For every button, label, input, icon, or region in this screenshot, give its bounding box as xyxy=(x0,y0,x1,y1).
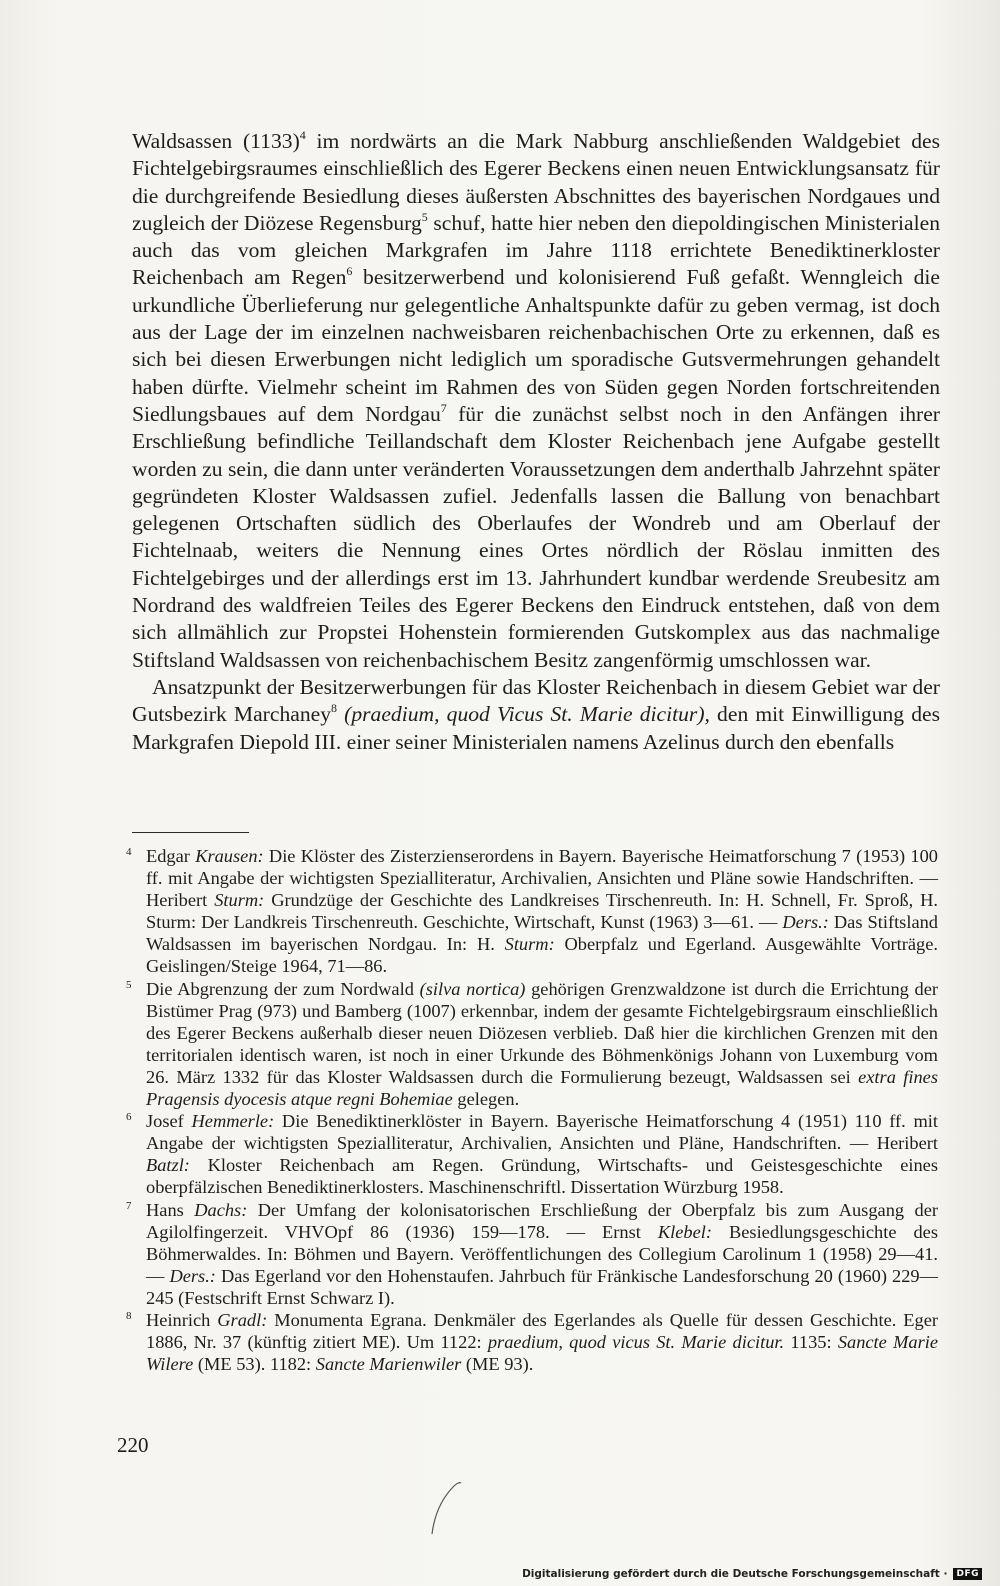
italic-text: Krausen: xyxy=(195,846,264,866)
body-text xyxy=(132,128,940,756)
footnote-ref: 5 xyxy=(421,209,428,224)
footnote: 8 Heinrich Gradl: Monumenta Egrana. Denkmäler des Egerlandes als Quelle für dessen Geschichte. Eger 1886, Nr. 37 (künftig zitiert ME). Um 1122: praedium, quod vicus St. Marie dicitur. 1135: Sancte Marie Wilere (ME 53). 1182: Sancte Marienwiler (ME 93). xyxy=(126,1309,939,1375)
footnote-number: 7 xyxy=(126,1199,132,1212)
italic-text: Hemmerle: xyxy=(191,1111,275,1132)
italic-text: Sturm: xyxy=(504,934,555,955)
italic-text: (praedium, quod Vicus St. Marie dicitur), xyxy=(344,702,710,727)
italic-text: extra fines Pragensis dyocesis atque regni Bohemiae xyxy=(146,1066,938,1110)
italic-text: Sturm: xyxy=(214,890,265,911)
footnote-number: 8 xyxy=(126,1309,132,1322)
footnote-ref: 8 xyxy=(331,701,338,716)
paragraph: Waldsassen (1133)$^4$ im nordwärts an die Mark Nabburg anschließenden Waldgebiet des Fichtelgebirgsraumes einschließlich des Egerer Beckens einen neuen Entwicklungsansatz für die durchgreifende Besiedlung dieses äußersten Abschnittes des bayerischen Nordgaues und zugleich der Diözese Regensburg$^5$ schuf, hatte hier neben den diepoldingischen Ministerialen auch das vom gleichen Markgrafen im Jahre 1118 errichtete Benediktinerkloster Reichenbach am Regen$^6$ besitzerwerbend und kolonisierend Fuß gefaßt. Wenngleich die urkundliche Überlieferung nur gelegentliche Anhaltspunkte dafür zu geben vermag, ist doch aus der Lage der im einzelnen nachweisbaren reichenbachischen Orte zu erkennen, daß es sich bei diesen Erwerbungen nicht lediglich um sporadische Gutsvermehrungen gehandelt haben dürfte. Vielmehr scheint im Rahmen des von Süden gegen Norden fortschreitenden Siedlungsbaues auf dem Nordgau$^7$ für die zunächst selbst noch in den Anfängen ihrer Erschließung befindliche Teillandschaft dem Kloster Reichenbach jene Aufgabe gestellt worden zu sein, die dann unter veränderten Voraussetzungen dem anderthalb Jahrzehnt später gegründeten Kloster Waldsassen zufiel. Jedenfalls lassen die Ballung von benachbart gelegenen Ortschaften südlich des Oberlaufes der Wondreb und am Oberlauf der Fichtelnaab, weiters die Nennung eines Ortes nördlich der Röslau inmitten des Fichtelgebirges und der allerdings erst im 13. Jahrhundert kundbar werdende Sreubesitz am Nordrand des waldfreien Teiles des Egerer Beckens den Eindruck entstehen, daß von dem sich allmählich zur Propstei Hohenstein formierenden Gutskomplex aus das nachmalige Stiftsland Waldsassen von reichenbachischem Besitz zangenförmig umschlossen war. xyxy=(132,128,940,672)
digitization-footer xyxy=(522,1566,982,1582)
footer-credit: Digitalisierung gefördert durch die Deutsche Forschungsgemeinschaft · xyxy=(522,1568,948,1580)
italic-text: Ders.: xyxy=(782,912,829,933)
footnote-number: 4 xyxy=(126,846,132,858)
footnote-number: 6 xyxy=(126,1111,132,1124)
page-number: 220 xyxy=(117,1433,149,1457)
footnote: 6 Josef Hemmerle: Die Benediktinerklöster in Bayern. Bayerische Heimatforschung 4 (1951) 110 ff. mit Angabe der wichtigsten Spezialliteratur, Archivalien, Ansichten und Pläne, Handschriften. — Heribert Batzl: Kloster Reichenbach am Regen. Gründung, Wirtschafts- und Geistesgeschichte eines oberpfälzischen Benediktinerklosters. Maschinenschriftl. Dissertation Würzburg 1958. xyxy=(126,1111,938,1198)
footnote-ref: 4 xyxy=(299,128,306,142)
footnotes xyxy=(126,845,939,1375)
footnote-ref: 6 xyxy=(346,264,353,279)
footnote: 4 Edgar Krausen: Die Klöster des Zisterzienserordens in Bayern. Bayerische Heimatforschung 7 (1953) 100 ff. mit Angabe der wichtigsten Spezialliteratur, Archivalien, Ansichten und Pläne sowie Handschriften. — Heribert Sturm: Grundzüge der Geschichte des Landkreises Tirschenreuth. In: H. Schnell, Fr. Sproß, H. Sturm: Der Landkreis Tirschenreuth. Geschichte, Wirtschaft, Kunst (1963) 3—61. — Ders.: Das Stiftsland Waldsassen im bayerischen Nordgau. In: H. Sturm: Oberpfalz und Egerland. Ausgewählte Vorträge. Geislingen/Steige 1964, 71—86. xyxy=(126,846,938,977)
italic-text: Ders.: xyxy=(169,1265,216,1286)
footnote-number: 5 xyxy=(126,978,132,991)
dfg-logo: DFG xyxy=(953,1568,982,1580)
italic-text: Gradl: xyxy=(217,1309,268,1330)
pencil-mark-icon xyxy=(420,1478,480,1538)
footnote-ref: 7 xyxy=(440,400,447,415)
italic-text: Batzl: xyxy=(146,1155,190,1176)
footnote: 7 Hans Dachs: Der Umfang der kolonisatorischen Erschließung der Oberpfalz bis zum Ausgang der Agilolfingerzeit. VHVOpf 86 (1936) 159—178. — Ernst Klebel: Besiedlungsgeschichte des Böhmerwaldes. In: Böhmen und Bayern. Veröffentlichungen des Collegium Carolinum 1 (1958) 29—41. — Ders.: Das Egerland vor den Hohenstaufen. Jahrbuch für Fränkische Landesforschung 20 (1960) 229—245 (Festschrift Ernst Schwarz I). xyxy=(126,1199,939,1308)
footnote-separator xyxy=(132,832,249,833)
italic-text: (silva nortica) xyxy=(419,978,526,999)
italic-text: Dachs: xyxy=(194,1199,248,1220)
italic-text: Sancte Marie Wilere xyxy=(146,1332,939,1375)
italic-text: Sancte Marienwiler xyxy=(315,1354,462,1375)
footnote: 5 Die Abgrenzung der zum Nordwald (silva nortica) gehörigen Grenzwaldzone ist durch die Errichtung der Bistümer Prag (973) und Bamberg (1007) erkennbar, indem der gesamte Fichtelgebirgsraum einschließlich des Egerer Beckens außerhalb dieser neuen Diözesen verblieb. Daß hier die kirchlichen Grenzen mit den territorialen identisch waren, ist noch in einer Urkunde des Böhmenkönigs Johann von Luxemburg vom 26. März 1332 für das Kloster Waldsassen durch die Formulierung bezeugt, Waldsassen sei extra fines Pragensis dyocesis atque regni Bohemiae gelegen. xyxy=(126,978,939,1110)
paragraph: Ansatzpunkt der Besitzerwerbungen für das Kloster Reichenbach in diesem Gebiet war der Gutsbezirk Marchaney$^8$ (praedium, quod Vicus St. Marie dicitur), den mit Einwilligung des Markgrafen Diepold III. einer seiner Ministerialen namens Azelinus durch den ebenfalls xyxy=(132,674,941,754)
italic-text: Klebel: xyxy=(657,1221,712,1242)
italic-text: praedium, quod vicus St. Marie dicitur. xyxy=(487,1332,785,1353)
